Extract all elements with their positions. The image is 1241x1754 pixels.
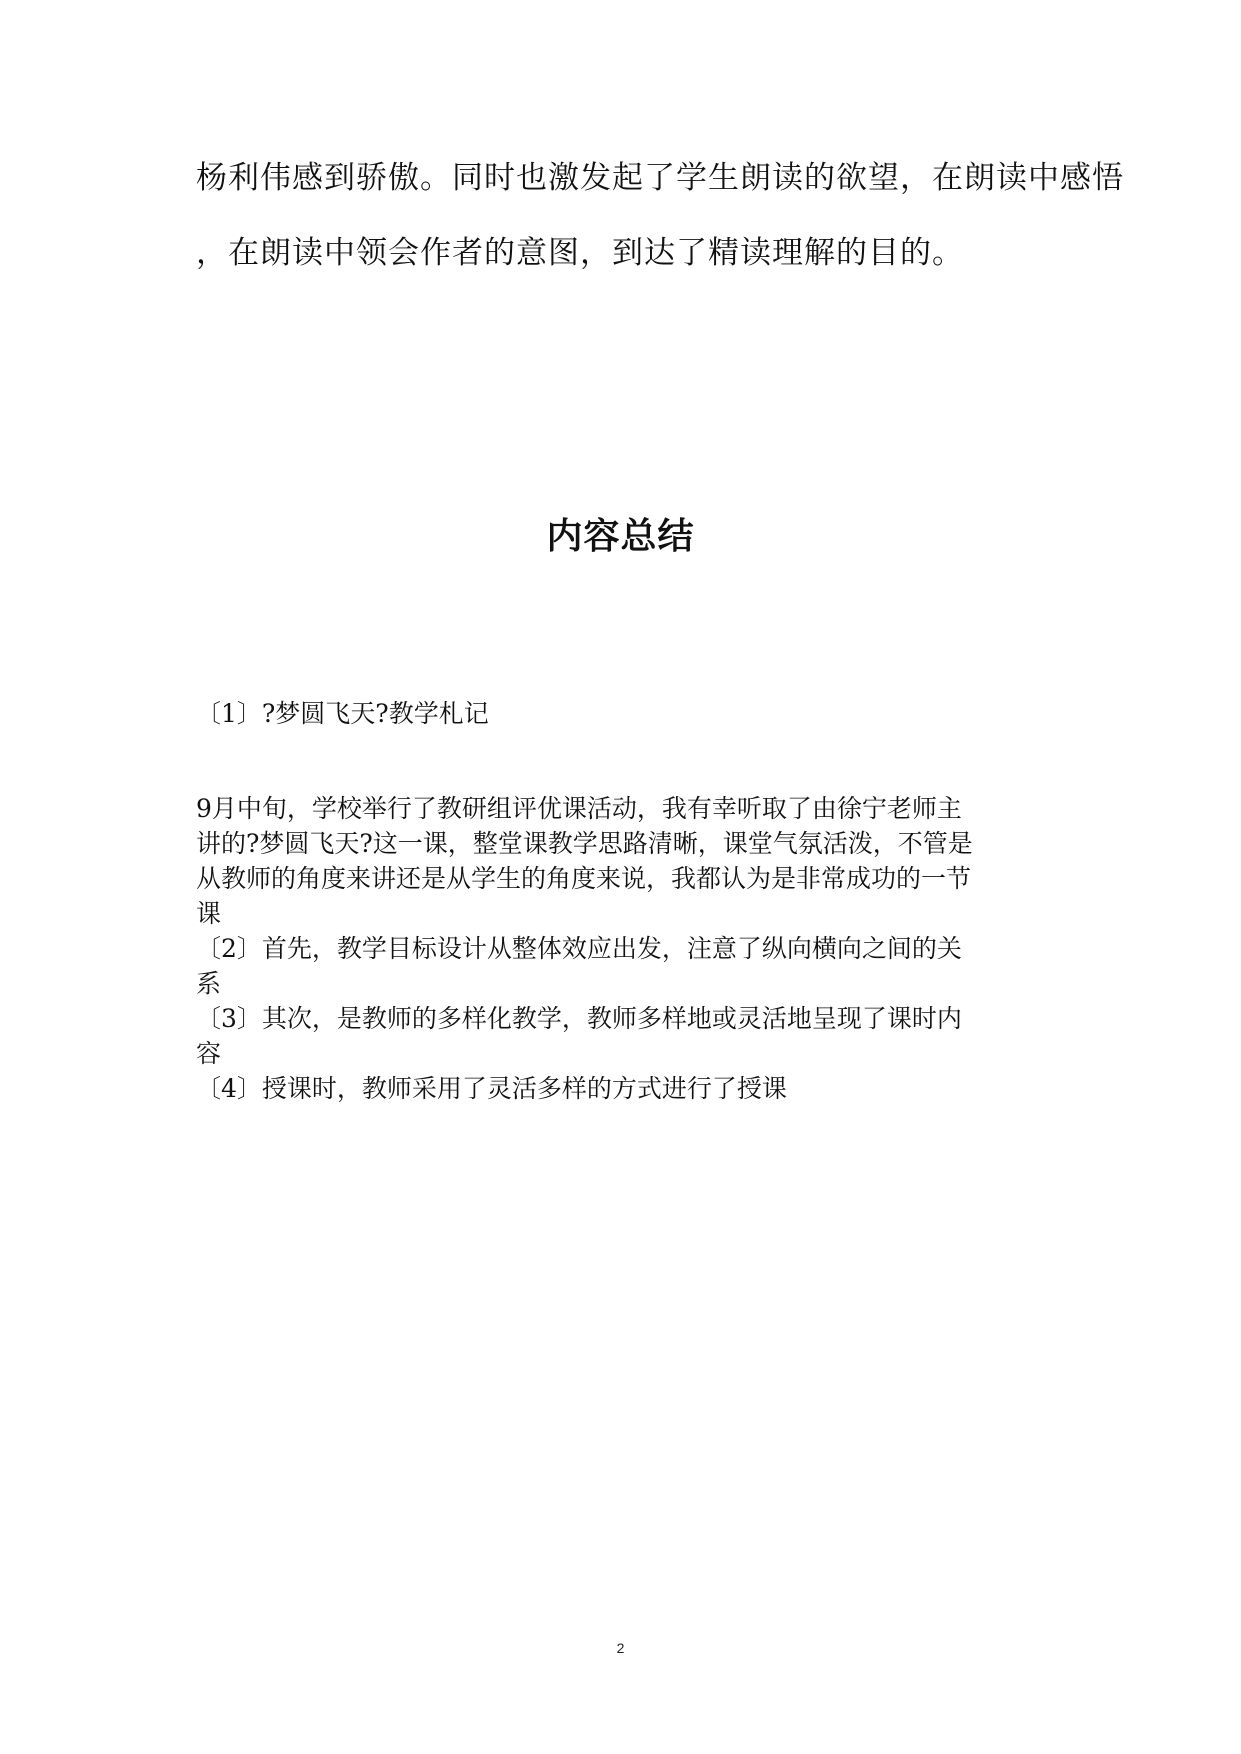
summary-paragraph-line-1: 9月中旬，学校举行了教研组评优课活动，我有幸听取了由徐宁老师主	[196, 794, 962, 823]
summary-item-1: 〔1〕?梦圆飞天?教学札记	[196, 699, 489, 728]
summary-item-2-line-1: 〔2〕首先，教学目标设计从整体效应出发，注意了纵向横向之间的关	[196, 934, 962, 963]
section-title: 内容总结	[546, 516, 695, 557]
summary-item-2-line-2: 系	[196, 969, 222, 998]
summary-paragraph-line-3: 从教师的角度来讲还是从学生的角度来说，我都认为是非常成功的一节	[196, 864, 972, 893]
intro-line-1: 杨利伟感到骄傲。同时也激发起了学生朗读的欲望，在朗读中感悟	[196, 160, 1124, 196]
summary-paragraph-line-4: 课	[196, 899, 222, 928]
summary-item-4: 〔4〕授课时，教师采用了灵活多样的方式进行了授课	[196, 1074, 787, 1103]
summary-item-3-line-2: 容	[196, 1039, 222, 1068]
summary-paragraph-line-2: 讲的?梦圆飞天?这一课，整堂课教学思路清晰，课堂气氛活泼，不管是	[196, 829, 973, 858]
intro-line-2: ，在朗读中领会作者的意图，到达了精读理解的目的。	[196, 235, 964, 271]
page-number: 2	[616, 1640, 625, 1656]
summary-item-3-line-1: 〔3〕其次，是教师的多样化教学，教师多样地或灵活地呈现了课时内	[196, 1004, 962, 1033]
